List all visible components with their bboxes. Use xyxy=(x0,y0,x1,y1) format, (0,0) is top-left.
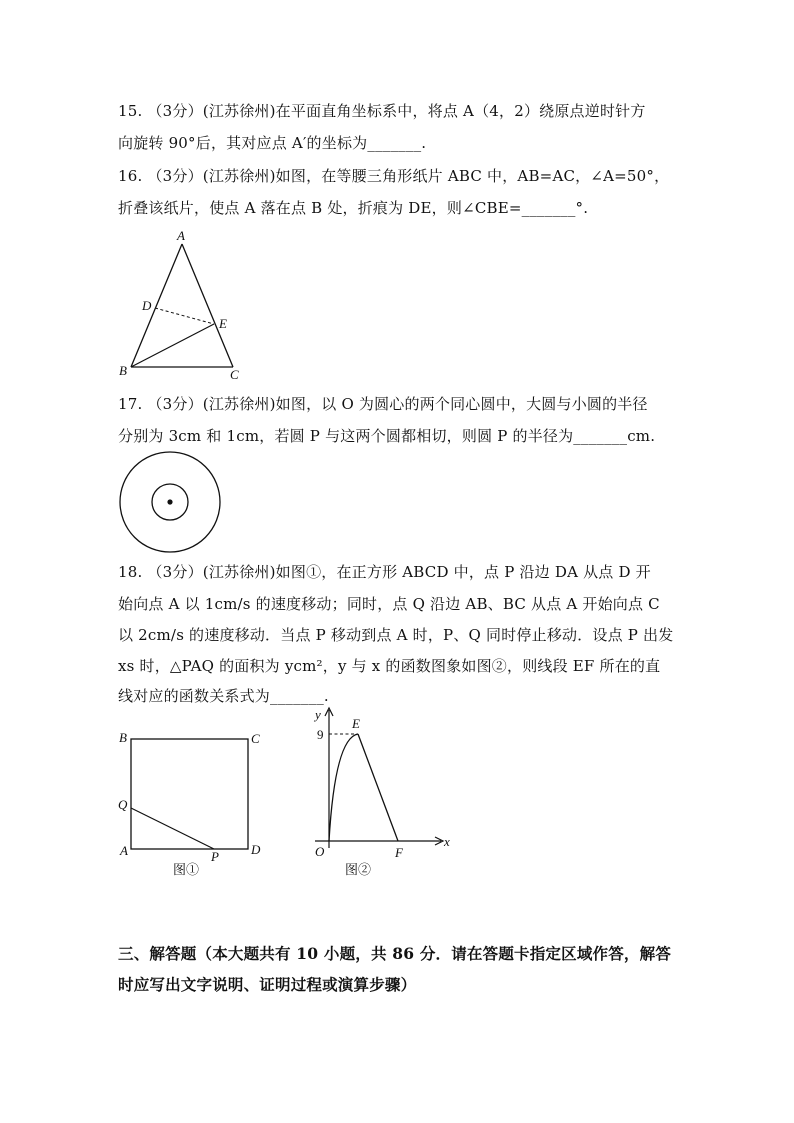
label-d: D xyxy=(142,298,152,313)
label-e: E xyxy=(352,716,360,731)
label-b: B xyxy=(119,363,127,378)
center-point xyxy=(167,499,172,504)
label-b: B xyxy=(119,730,127,745)
curve-oe xyxy=(329,734,358,841)
label-a: A xyxy=(120,843,128,858)
label-o: O xyxy=(315,844,325,859)
label-d: D xyxy=(251,842,261,857)
figure-caption-1: 图① xyxy=(173,862,200,877)
label-nine: 9 xyxy=(317,727,324,742)
segment-ef xyxy=(358,734,398,841)
label-e: E xyxy=(219,316,227,331)
segment-be xyxy=(131,324,214,367)
q15-line1: 15. （3分）(江苏徐州)在平面直角坐标系中，将点 A（4，2）绕原点逆时针方 xyxy=(118,102,646,120)
label-p: P xyxy=(211,849,219,864)
concentric-circles-figure xyxy=(117,450,223,556)
label-a: A xyxy=(177,228,185,243)
q17-line2: 分别为 3cm 和 1cm，若圆 P 与这两个圆都相切，则圆 P 的半径为_______cm. xyxy=(118,427,656,445)
q18-line5: 线对应的函数关系式为_______. xyxy=(118,687,329,705)
label-q: Q xyxy=(118,797,128,812)
square-abcd xyxy=(131,739,248,849)
section3-heading-line2: 时应写出文字说明、证明过程或演算步骤） xyxy=(118,975,417,994)
q18-line3: 以 2cm/s 的速度移动．当点 P 移动到点 A 时，P、Q 同时停止移动．设点 P 出发 xyxy=(118,626,674,644)
label-f: F xyxy=(395,845,403,860)
square-figure xyxy=(110,725,280,885)
side-ac xyxy=(182,244,233,367)
q16-line1: 16. （3分）(江苏徐州)如图，在等腰三角形纸片 ABC 中，AB=AC，∠A=50°， xyxy=(118,167,670,185)
segment-qp xyxy=(131,808,214,849)
label-c: C xyxy=(251,731,260,746)
label-y: y xyxy=(315,707,321,722)
side-ab xyxy=(131,244,182,367)
q15-line2: 向旋转 90°后，其对应点 A′的坐标为_______. xyxy=(118,134,427,152)
q18-line4: xs 时，△PAQ 的面积为 ycm²，y 与 x 的函数图象如图②，则线段 EF 所在的直 xyxy=(118,657,661,675)
label-c: C xyxy=(230,367,239,382)
function-graph-figure xyxy=(305,700,465,880)
q17-line1: 17. （3分）(江苏徐州)如图，以 O 为圆心的两个同心圆中，大圆与小圆的半径 xyxy=(118,395,648,413)
section3-heading-line1: 三、解答题（本大题共有 10 小题，共 86 分．请在答题卡指定区域作答，解答 xyxy=(118,944,672,963)
q18-line1: 18. （3分）(江苏徐州)如图①，在正方形 ABCD 中，点 P 沿边 DA 从点 D 开 xyxy=(118,563,651,581)
triangle-figure xyxy=(110,225,260,385)
q16-line2: 折叠该纸片，使点 A 落在点 B 处，折痕为 DE，则∠CBE=_______°. xyxy=(118,199,589,217)
fold-line-de xyxy=(155,308,214,324)
figure-caption-2: 图② xyxy=(345,862,372,877)
label-x: x xyxy=(444,834,450,849)
q18-line2: 始向点 A 以 1cm/s 的速度移动；同时，点 Q 沿边 AB、BC 从点 A 开始向点 C xyxy=(118,595,660,613)
